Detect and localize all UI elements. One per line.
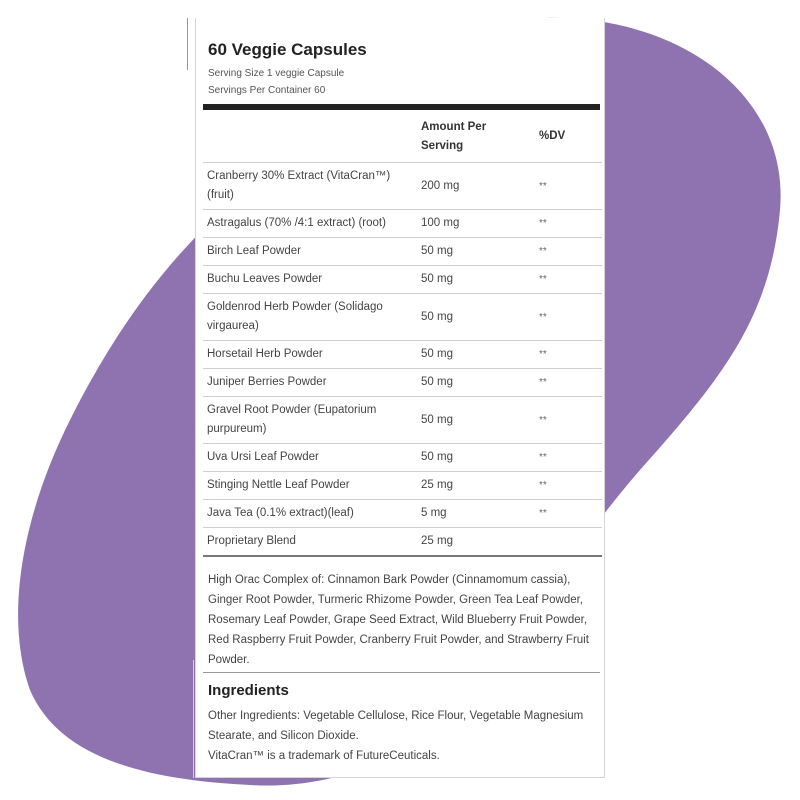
ingredient-amount: 25 mg: [417, 528, 531, 557]
supplement-facts-panel: [195, 18, 605, 778]
divider-line: [187, 18, 188, 70]
table-row: [203, 163, 602, 210]
divider-line: [193, 660, 194, 778]
table-header-row: [203, 110, 602, 163]
section-divider: [203, 672, 600, 673]
servings-per-container: Servings Per Container 60: [208, 85, 326, 96]
ingredient-name: Cranberry 30% Extract (VitaCran™) (fruit): [203, 163, 417, 210]
ingredient-dv: **: [531, 266, 602, 294]
table-row: [203, 341, 602, 369]
ingredient-amount: 50 mg: [417, 238, 531, 266]
ingredient-name: Uva Ursi Leaf Powder: [203, 444, 417, 472]
ingredient-dv: **: [531, 369, 602, 397]
ingredient-name: Astragalus (70% /4:1 extract) (root): [203, 210, 417, 238]
product-title: 60 Veggie Capsules: [208, 40, 367, 59]
ingredient-amount: 50 mg: [417, 397, 531, 444]
amount-column-header: [417, 110, 531, 163]
ingredient-dv: **: [531, 472, 602, 500]
ingredient-name: Buchu Leaves Powder: [203, 266, 417, 294]
table-row: [203, 500, 602, 528]
ingredient-name: Stinging Nettle Leaf Powder: [203, 472, 417, 500]
amount-header-line2: Serving: [421, 140, 464, 152]
ingredient-dv: **: [531, 500, 602, 528]
ingredient-column-header: [203, 110, 417, 163]
blend-description: High Orac Complex of: Cinnamon Bark Powder (Cinnamomum cassia), Ginger Root Powder, Turmeric Rhizome Powder, Green Tea Leaf Powder, Rosemary Leaf Powder, Grape Seed Extract, Wild Blueberry Fruit Powder, Red Raspberry Fruit Powder, Cranberry Fruit Powder, and Strawberry Fruit Powder.: [208, 574, 589, 666]
ingredient-amount: 5 mg: [417, 500, 531, 528]
ingredient-amount: 50 mg: [417, 369, 531, 397]
ingredient-name: Juniper Berries Powder: [203, 369, 417, 397]
table-row: [203, 444, 602, 472]
ingredient-dv: [531, 528, 602, 557]
table-row: [203, 528, 602, 557]
ingredient-amount: 50 mg: [417, 294, 531, 341]
ingredient-amount: 200 mg: [417, 163, 531, 210]
ingredient-dv: **: [531, 210, 602, 238]
ingredient-amount: 25 mg: [417, 472, 531, 500]
ingredient-amount: 100 mg: [417, 210, 531, 238]
ingredient-dv: **: [531, 397, 602, 444]
ingredients-text: [208, 706, 598, 766]
ingredient-name: Horsetail Herb Powder: [203, 341, 417, 369]
ingredient-name: Gravel Root Powder (Eupatorium purpureum): [203, 397, 417, 444]
table-row: [203, 369, 602, 397]
ingredient-amount: 50 mg: [417, 341, 531, 369]
table-row: [203, 472, 602, 500]
other-ingredients: Other Ingredients: Vegetable Cellulose, Rice Flour, Vegetable Magnesium Stearate, and Silicon Dioxide.: [208, 710, 584, 742]
ingredient-amount: 50 mg: [417, 266, 531, 294]
serving-size: Serving Size 1 veggie Capsule: [208, 68, 345, 79]
ingredient-dv: **: [531, 238, 602, 266]
ingredient-dv: **: [531, 294, 602, 341]
table-row: [203, 397, 602, 444]
ingredient-name: Birch Leaf Powder: [203, 238, 417, 266]
dv-column-header: %DV: [531, 110, 602, 163]
table-row: [203, 294, 602, 341]
ingredient-dv: **: [531, 341, 602, 369]
table-row: [203, 210, 602, 238]
trademark-note: VitaCran™ is a trademark of FutureCeuticals.: [208, 750, 440, 762]
ingredient-name: Goldenrod Herb Powder (Solidago virgaurea): [203, 294, 417, 341]
ingredients-heading: Ingredients: [208, 682, 289, 699]
ingredient-amount: 50 mg: [417, 444, 531, 472]
ingredient-name: Proprietary Blend: [203, 528, 417, 557]
table-row: [203, 266, 602, 294]
supplement-facts-table: [203, 110, 602, 557]
amount-header-line1: Amount Per: [421, 121, 487, 133]
ingredient-name: Java Tea (0.1% extract)(leaf): [203, 500, 417, 528]
table-row: [203, 238, 602, 266]
ingredient-dv: **: [531, 163, 602, 210]
ingredient-dv: **: [531, 444, 602, 472]
